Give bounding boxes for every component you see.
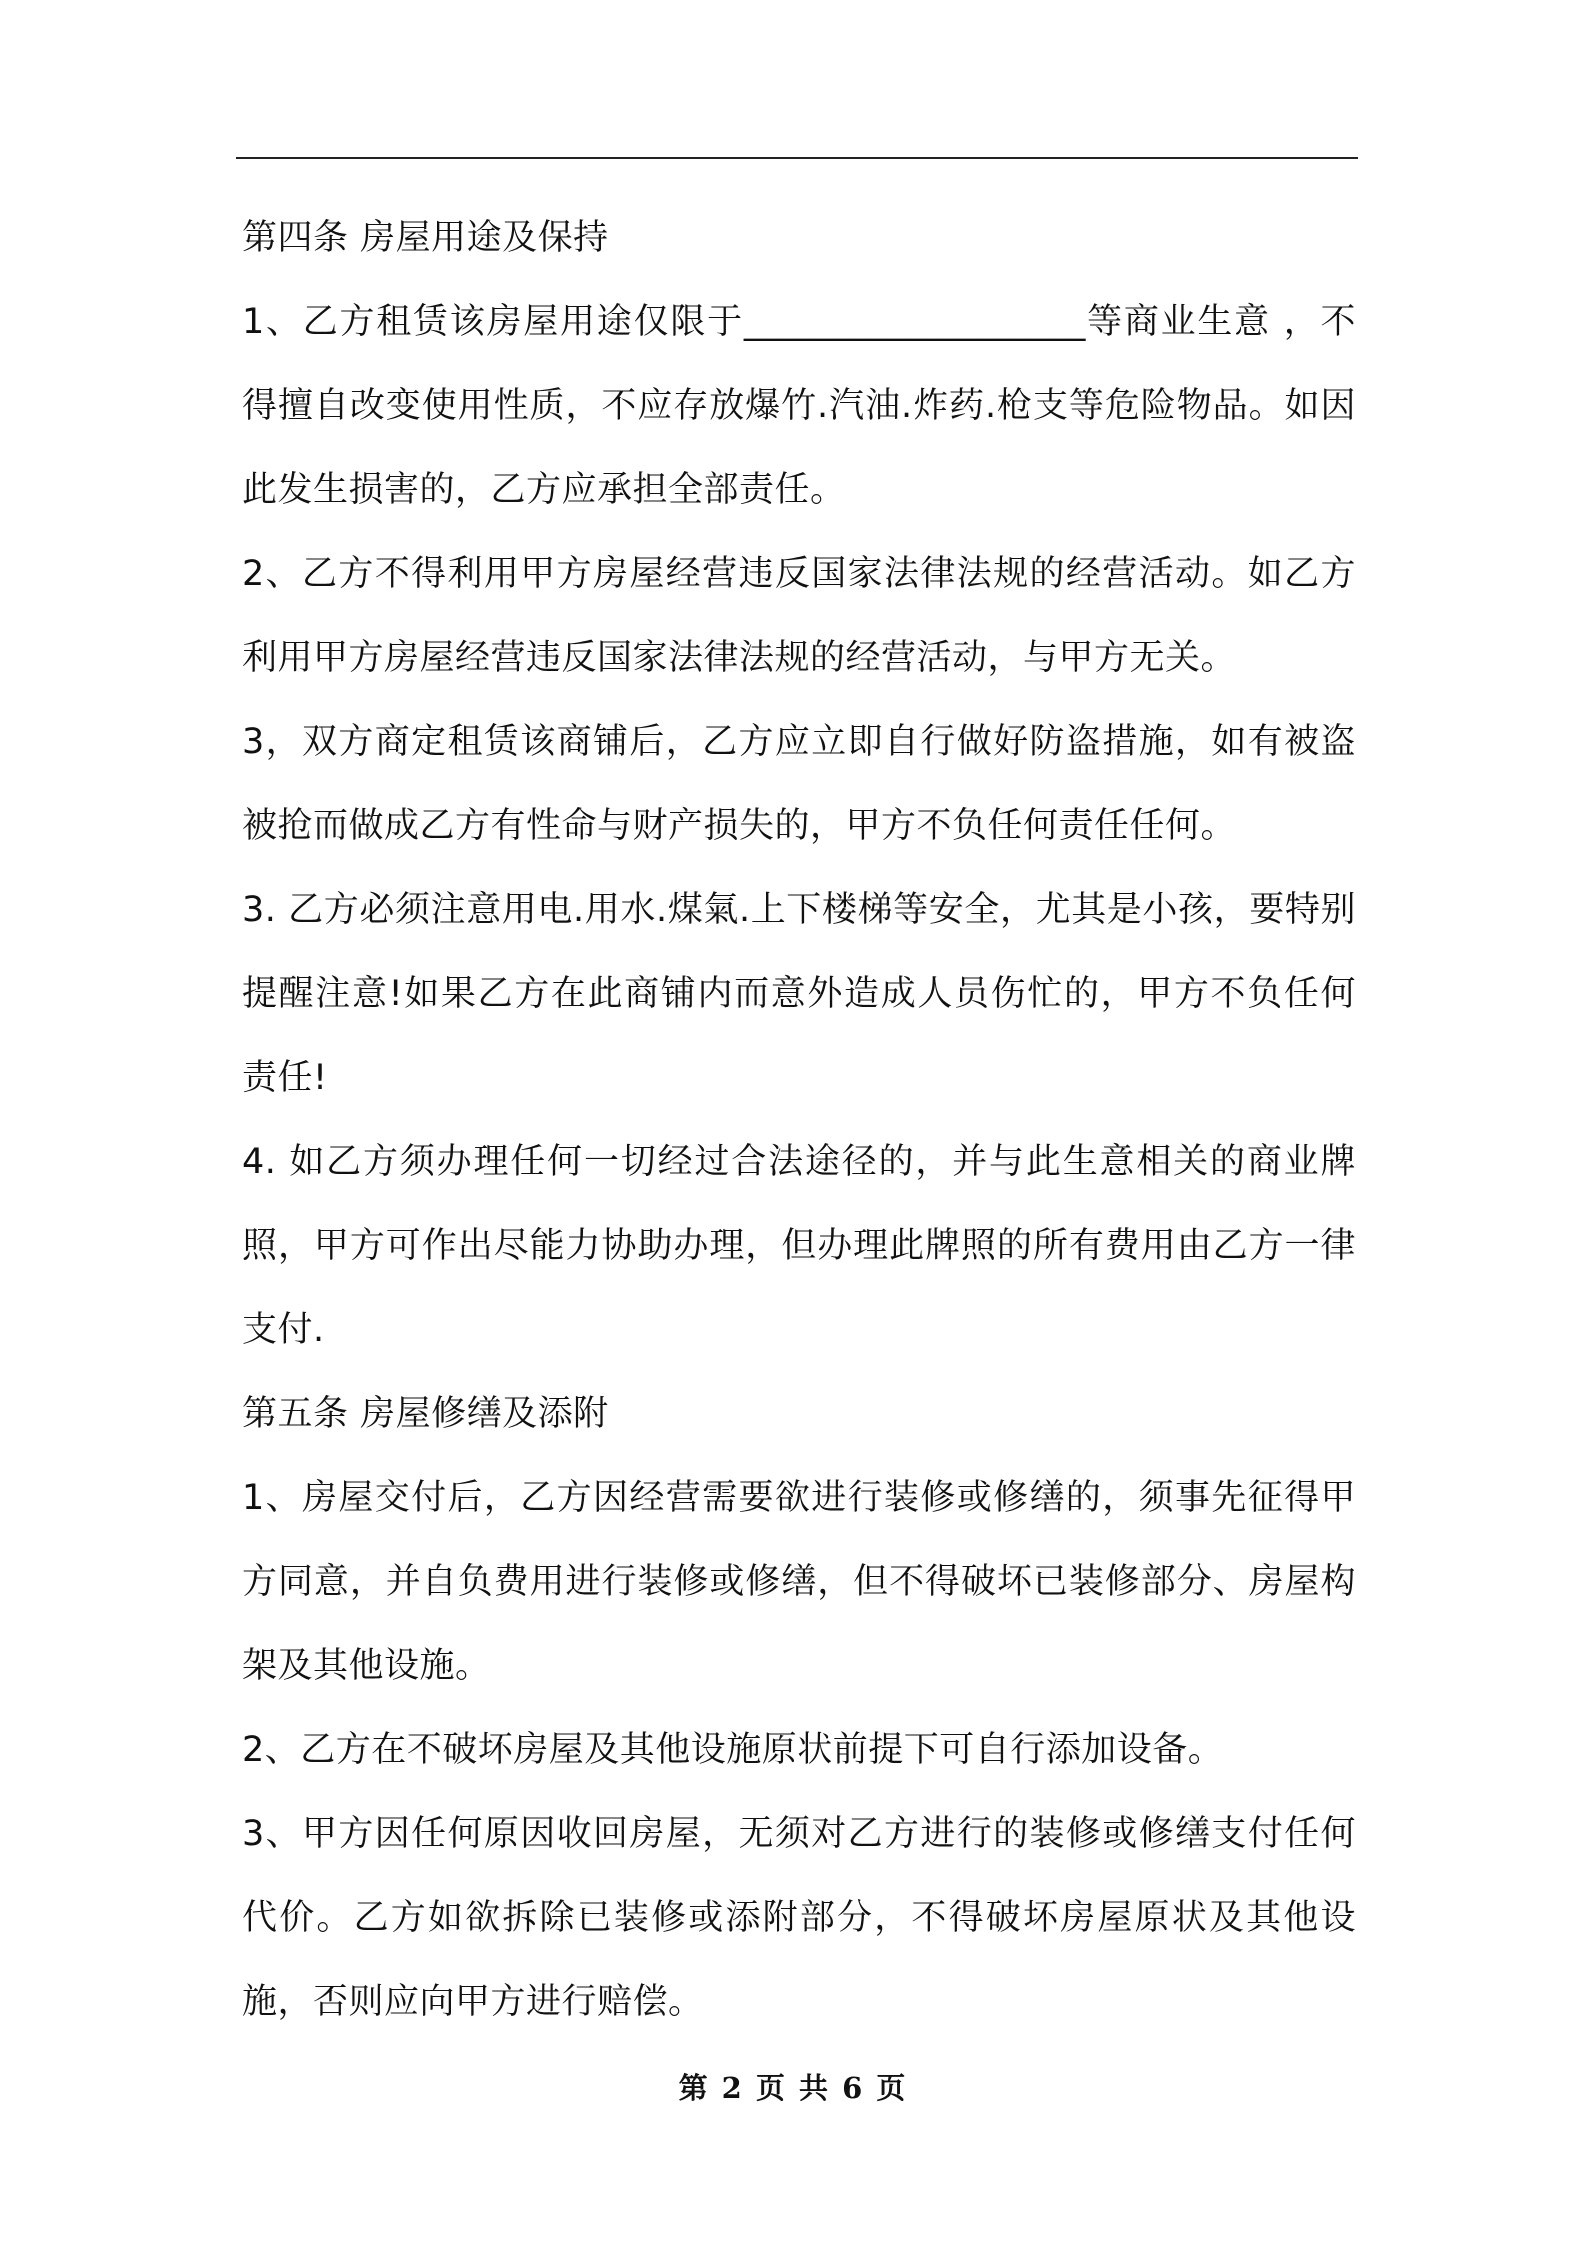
- article-5-clause-2: 2、乙方在不破坏房屋及其他设施原状前提下可自行添加设备。: [242, 1730, 1224, 1770]
- document-body: [242, 196, 1356, 2044]
- article-4-clause-2: 2、乙方不得利用甲方房屋经营违反国家法律法规的经营活动。如乙方利用甲方房屋经营违反国家法律法规的经营活动，与甲方无关。: [242, 554, 1356, 678]
- article-4-heading: 第四条 房屋用途及保持: [242, 218, 609, 258]
- page-footer: 第 2 页 共 6 页: [678, 2071, 908, 2105]
- article-5-clause-1: 1、房屋交付后，乙方因经营需要欲进行装修或修缮的，须事先征得甲方同意，并自负费用进行装修或修缮，但不得破坏已装修部分、房屋构架及其他设施。: [242, 1478, 1356, 1686]
- article-5-clause-3: 3、甲方因任何原因收回房屋，无须对乙方进行的装修或修缮支付任何代价。乙方如欲拆除已装修或添附部分，不得破坏房屋原状及其他设施，否则应向甲方进行赔偿。: [242, 1814, 1356, 2022]
- article-4-clause-1: 1、乙方租赁该房屋用途仅限于___________________等商业生意 ，不得擅自改变使用性质，不应存放爆竹.汽油.炸药.枪支等危险物品。如因此发生损害的，乙方应承担全部责任。: [242, 302, 1356, 510]
- article-4-clause-4: 4. 如乙方须办理任何一切经过合法途径的，并与此生意相关的商业牌照，甲方可作出尽能力协助办理，但办理此牌照的所有费用由乙方一律支付.: [242, 1142, 1356, 1350]
- header-rule: [236, 157, 1358, 159]
- article-5-heading: 第五条 房屋修缮及添附: [242, 1394, 609, 1434]
- article-4-clause-3b: 3. 乙方必须注意用电.用水.煤氣.上下楼梯等安全，尤其是小孩，要特别提醒注意!如果乙方在此商铺内而意外造成人员伤忙的，甲方不负任何责任!: [242, 890, 1356, 1098]
- article-4-clause-3a: 3，双方商定租赁该商铺后，乙方应立即自行做好防盗措施，如有被盗被抢而做成乙方有性命与财产损失的，甲方不负任何责任任何。: [242, 722, 1356, 846]
